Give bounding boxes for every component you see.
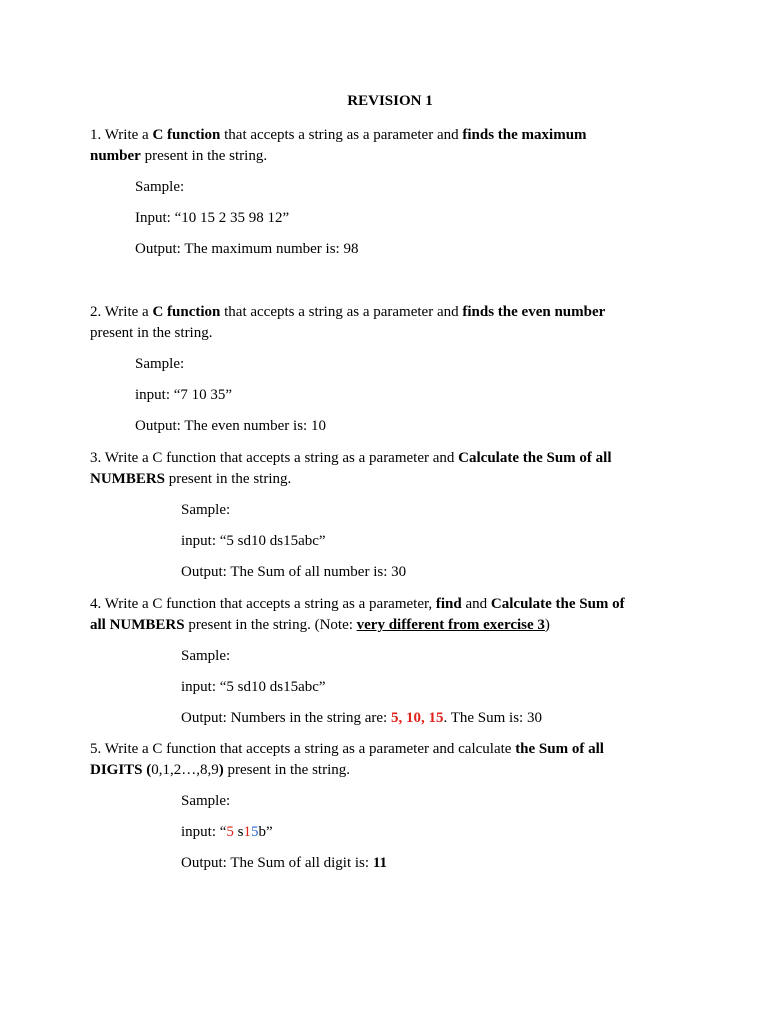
bold-text: finds the even number: [462, 304, 606, 320]
text: s: [233, 824, 244, 840]
q5-sample-input: [181, 822, 273, 842]
text: . The Sum is: 30: [443, 710, 542, 726]
bold-text: finds the maximum: [462, 127, 587, 143]
q4-text-line-1: [90, 594, 625, 614]
q3-sample-output: Output: The Sum of all number is: 30: [181, 564, 407, 580]
q3-sample-input: input: “5 sd10 ds15abc”: [181, 533, 326, 549]
highlighted-digit: 5: [251, 824, 259, 840]
text: 4. Write a C function that accepts a string as a parameter,: [90, 596, 436, 612]
q2-sample-input: input: “7 10 35”: [135, 387, 233, 403]
text: present in the string.: [165, 471, 292, 487]
bold-text: C function: [152, 304, 221, 320]
text: present in the string.: [140, 148, 268, 164]
q1-sample-output: Output: The maximum number is: 98: [135, 241, 359, 257]
q5-text-line-2: [90, 760, 350, 780]
bold-text: the Sum of all: [515, 741, 604, 757]
q5-sample-output: [181, 853, 387, 873]
bold-text: NUMBERS: [90, 471, 166, 487]
underlined-note: very different from exercise 3: [356, 617, 545, 633]
text: that accepts a string as a parameter and: [220, 127, 463, 143]
text: ): [544, 617, 550, 633]
text: 1. Write a: [90, 127, 153, 143]
q2-text-line-2: present in the string.: [90, 325, 213, 341]
highlighted-digit: 5: [226, 824, 234, 840]
q2-text-line-1: [90, 302, 605, 322]
q2-sample-output: Output: The even number is: 10: [135, 418, 326, 434]
text: 5. Write a C function that accepts a string as a parameter and calculate: [90, 741, 516, 757]
q4-sample-input: input: “5 sd10 ds15abc”: [181, 679, 326, 695]
q3-text-line-1: [90, 448, 611, 468]
text: that accepts a string as a parameter and: [220, 304, 463, 320]
text: and: [461, 596, 491, 612]
bold-result: 11: [372, 855, 387, 871]
bold-text: DIGITS (: [90, 762, 152, 778]
bold-text: ): [218, 762, 224, 778]
q2-sample-label: Sample:: [135, 356, 185, 372]
q1-sample-label: Sample:: [135, 179, 185, 195]
bold-text: Calculate the Sum of: [490, 596, 625, 612]
q5-text-line-1: [90, 739, 604, 759]
text: input: “: [181, 824, 227, 840]
bold-text: C function: [152, 127, 221, 143]
q1-sample-input: Input: “10 15 2 35 98 12”: [135, 210, 290, 226]
bold-text: find: [435, 596, 462, 612]
bold-text: all NUMBERS: [90, 617, 185, 633]
q5-sample-label: Sample:: [181, 793, 231, 809]
q4-sample-label: Sample:: [181, 648, 231, 664]
page-title: REVISION 1: [347, 93, 433, 109]
bold-text: number: [90, 148, 141, 164]
text: present in the string. (Note:: [184, 617, 357, 633]
bold-text: Calculate the Sum of all: [458, 450, 612, 466]
q4-text-line-2: [90, 615, 550, 635]
q4-sample-output: [181, 708, 542, 728]
text: present in the string.: [223, 762, 351, 778]
highlighted-numbers: 5, 10, 15: [390, 710, 444, 726]
text: 2. Write a: [90, 304, 153, 320]
text: Output: Numbers in the string are:: [181, 710, 391, 726]
text: b”: [258, 824, 273, 840]
q1-text-line-2: [90, 146, 267, 166]
text: 0,1,2…,8,9: [151, 762, 219, 778]
q1-text-line-1: [90, 125, 587, 145]
highlighted-digit: 1: [243, 824, 252, 840]
text: Output: The Sum of all digit is:: [181, 855, 373, 871]
q3-text-line-2: [90, 469, 291, 489]
q3-sample-label: Sample:: [181, 502, 231, 518]
text: 3. Write a C function that accepts a string as a parameter and: [90, 450, 459, 466]
